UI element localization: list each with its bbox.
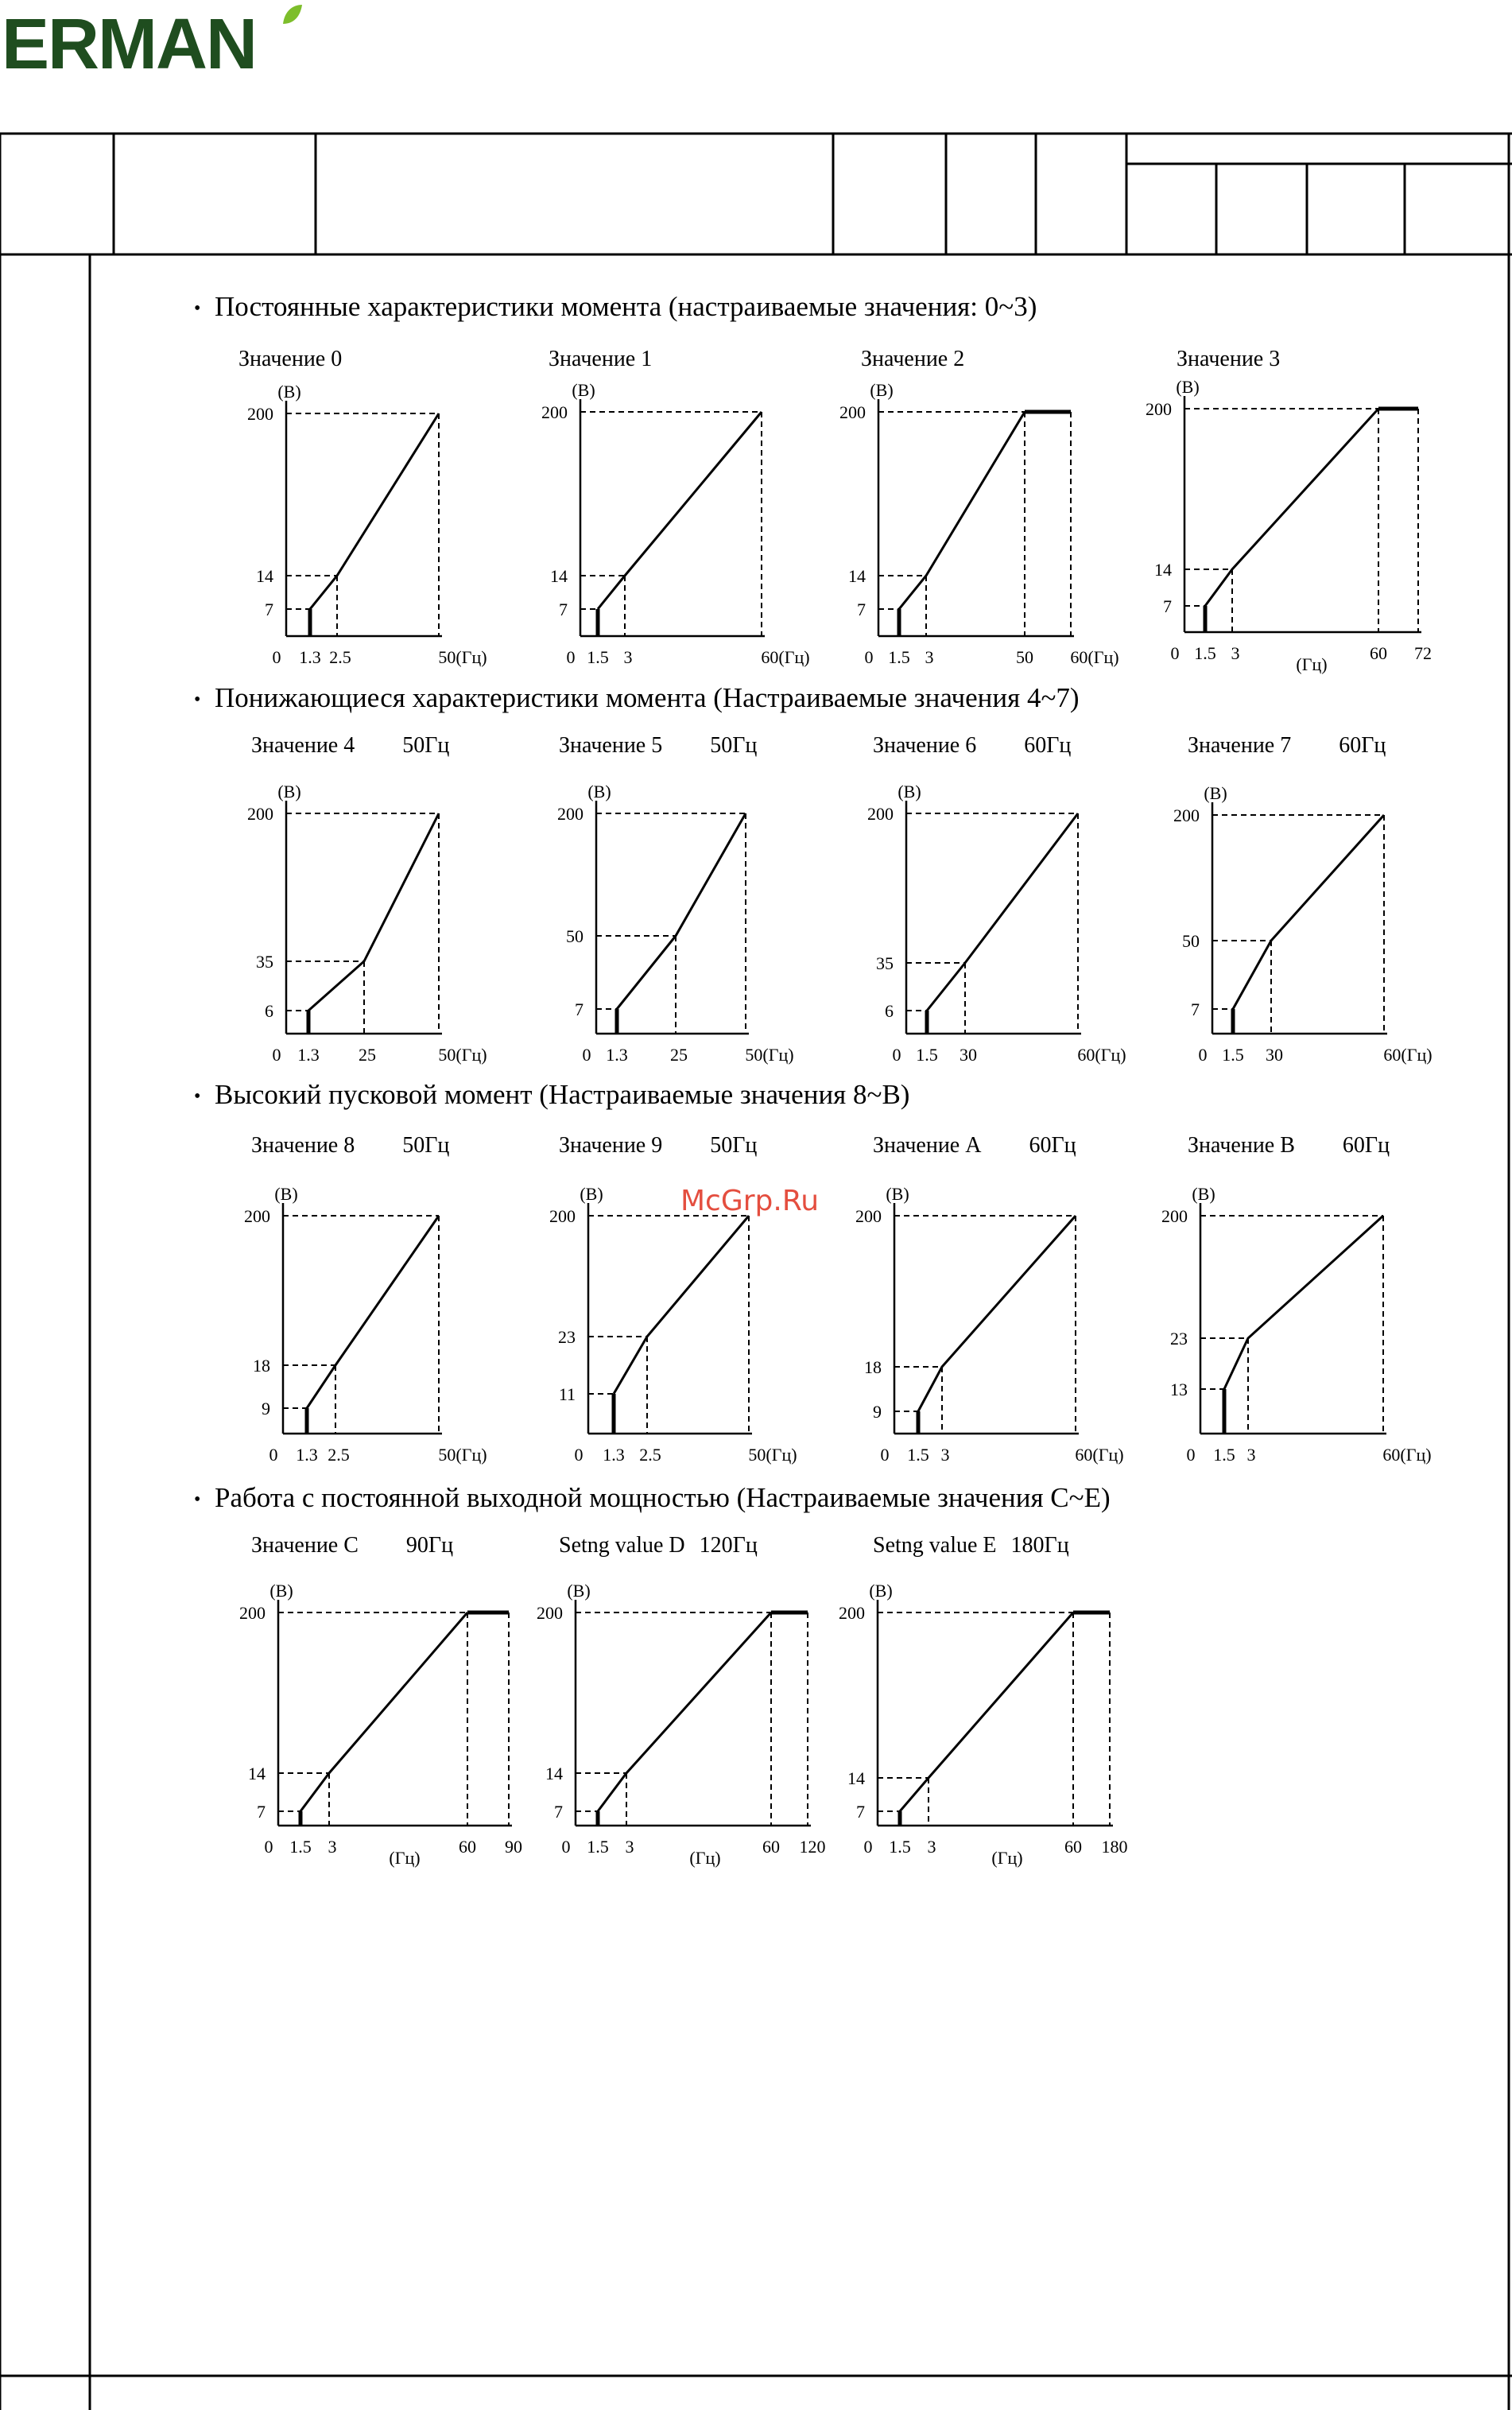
y-tick-label: 200 bbox=[867, 804, 894, 824]
vf-chart-value-c bbox=[238, 1581, 533, 1875]
y-unit-label: (В) bbox=[869, 1581, 893, 1601]
x-tick-label: 180 bbox=[1101, 1837, 1128, 1857]
x-tick-label: 3 bbox=[625, 1837, 634, 1857]
section-title-constant-torque: • Постоянные характеристики момента (настраиваемые значения: 0~3) bbox=[194, 291, 1037, 322]
x-tick-label: 25 bbox=[359, 1045, 376, 1065]
chart-label: Значение 7 60Гц bbox=[1188, 733, 1386, 758]
x-tick-label: 0 bbox=[272, 1045, 281, 1065]
y-tick-label: 200 bbox=[1161, 1206, 1188, 1226]
x-unit-label: (Гц) bbox=[689, 1848, 721, 1868]
chart-label: Значение C 90Гц bbox=[251, 1533, 454, 1558]
y-unit-label: (В) bbox=[572, 380, 595, 400]
x-tick-label: 60 bbox=[459, 1837, 476, 1857]
y-unit-label: (В) bbox=[587, 782, 611, 801]
x-tick-label: 0 bbox=[272, 647, 281, 667]
watermark: McGrp.Ru bbox=[680, 1185, 820, 1217]
chart-label: Значение 1 bbox=[549, 347, 653, 371]
y-tick-label: 50 bbox=[1182, 931, 1200, 951]
x-tick-label: 60 bbox=[1370, 643, 1387, 663]
x-tick-label: 1.5 bbox=[587, 647, 609, 667]
chart-label: Значение 3 bbox=[1177, 347, 1281, 371]
x-tick-label: 0 bbox=[264, 1837, 273, 1857]
x-tick-label: 1.5 bbox=[1194, 643, 1216, 663]
x-tick-label: 3 bbox=[328, 1837, 337, 1857]
erman-logo bbox=[0, 0, 318, 80]
y-tick-label: 18 bbox=[253, 1356, 270, 1376]
y-tick-label: 9 bbox=[262, 1399, 270, 1418]
y-tick-label: 14 bbox=[545, 1764, 563, 1783]
x-tick-label: 3 bbox=[940, 1445, 950, 1465]
y-unit-label: (В) bbox=[1176, 377, 1200, 397]
chart-label: Setng value E 180Гц bbox=[873, 1533, 1069, 1558]
y-tick-label: 14 bbox=[848, 566, 866, 586]
vf-chart-value-8 bbox=[238, 1181, 501, 1475]
y-tick-label: 7 bbox=[1163, 596, 1172, 616]
curve-line bbox=[617, 813, 746, 1009]
chart-label: Значение 5 50Гц bbox=[559, 733, 758, 758]
y-tick-label: 7 bbox=[857, 600, 866, 619]
section-title-decreasing-torque: • Понижающиеся характеристики момента (Настраиваемые значения 4~7) bbox=[194, 682, 1080, 713]
x-unit-label: 50(Гц) bbox=[438, 647, 487, 667]
x-tick-label: 120 bbox=[799, 1837, 826, 1857]
x-unit-label: 60(Гц) bbox=[1382, 1445, 1432, 1465]
curve-line bbox=[598, 1612, 771, 1811]
y-tick-label: 11 bbox=[558, 1384, 576, 1404]
x-unit-label: 50(Гц) bbox=[745, 1045, 794, 1065]
chart-label: Значение 6 60Гц bbox=[873, 733, 1072, 758]
x-tick-label: 3 bbox=[623, 647, 633, 667]
x-tick-label: 3 bbox=[927, 1837, 936, 1857]
x-tick-label: 60 bbox=[1064, 1837, 1082, 1857]
y-tick-label: 7 bbox=[554, 1802, 563, 1822]
y-unit-label: (В) bbox=[277, 782, 301, 801]
x-tick-label: 1.3 bbox=[606, 1045, 628, 1065]
chart-label: Значение 2 bbox=[861, 347, 965, 371]
x-tick-label: 50 bbox=[1016, 647, 1033, 667]
y-unit-label: (В) bbox=[1192, 1184, 1215, 1204]
vf-chart-value-b bbox=[1153, 1181, 1431, 1475]
x-tick-label: 1.5 bbox=[289, 1837, 312, 1857]
x-tick-label: 1.3 bbox=[296, 1445, 318, 1465]
x-tick-label: 0 bbox=[863, 1837, 873, 1857]
x-tick-label: 90 bbox=[505, 1837, 522, 1857]
y-tick-label: 7 bbox=[265, 600, 273, 619]
curve-line bbox=[1233, 815, 1384, 1009]
erman-logo-text: ERMAN bbox=[2, 5, 256, 80]
vf-chart-value-4 bbox=[238, 783, 501, 1077]
y-tick-label: 50 bbox=[566, 926, 583, 946]
vf-chart-value-6 bbox=[859, 783, 1129, 1077]
y-tick-label: 200 bbox=[1173, 805, 1200, 825]
curve-line bbox=[307, 1216, 439, 1408]
y-tick-label: 6 bbox=[885, 1001, 894, 1021]
curve-line bbox=[927, 813, 1078, 1011]
x-tick-label: 25 bbox=[670, 1045, 688, 1065]
y-tick-label: 13 bbox=[1170, 1380, 1188, 1399]
y-unit-label: (В) bbox=[277, 382, 301, 402]
y-tick-label: 18 bbox=[864, 1357, 882, 1377]
chart-label: Значение 0 bbox=[238, 347, 343, 371]
y-tick-label: 35 bbox=[256, 952, 273, 972]
chart-label: Значение B 60Гц bbox=[1188, 1133, 1390, 1158]
x-tick-label: 3 bbox=[1231, 643, 1240, 663]
x-tick-label: 30 bbox=[1266, 1045, 1283, 1065]
vf-chart-value-5 bbox=[549, 783, 811, 1077]
x-tick-label: 1.3 bbox=[299, 647, 321, 667]
y-tick-label: 200 bbox=[855, 1206, 882, 1226]
x-tick-label: 0 bbox=[1186, 1445, 1196, 1465]
vf-chart-value-a bbox=[847, 1181, 1125, 1475]
y-tick-label: 7 bbox=[257, 1802, 266, 1822]
x-tick-label: 3 bbox=[925, 647, 934, 667]
x-tick-label: 1.5 bbox=[916, 1045, 938, 1065]
curve-line bbox=[918, 1216, 1076, 1411]
y-tick-label: 200 bbox=[247, 404, 273, 424]
chart-label: Значение 9 50Гц bbox=[559, 1133, 758, 1158]
y-tick-label: 7 bbox=[559, 600, 568, 619]
x-tick-label: 1.5 bbox=[587, 1837, 609, 1857]
y-tick-label: 14 bbox=[256, 566, 273, 586]
vf-chart-value-d bbox=[537, 1581, 835, 1875]
x-tick-label: 0 bbox=[566, 647, 576, 667]
x-unit-label: 50(Гц) bbox=[438, 1045, 487, 1065]
y-tick-label: 200 bbox=[239, 1603, 266, 1623]
y-tick-label: 6 bbox=[265, 1001, 273, 1021]
x-tick-label: 2.5 bbox=[329, 647, 351, 667]
x-tick-label: 0 bbox=[880, 1445, 890, 1465]
x-unit-label: 60(Гц) bbox=[1070, 647, 1119, 667]
vf-chart-value-0 bbox=[238, 382, 501, 676]
y-tick-label: 200 bbox=[537, 1603, 563, 1623]
y-tick-label: 7 bbox=[856, 1802, 865, 1822]
chart-label: Значение A 60Гц bbox=[873, 1133, 1076, 1158]
y-tick-label: 7 bbox=[575, 999, 583, 1019]
leaf-icon bbox=[283, 5, 302, 24]
y-tick-label: 200 bbox=[244, 1206, 270, 1226]
vf-chart-value-9 bbox=[541, 1181, 811, 1475]
curve-line bbox=[598, 412, 762, 609]
curve-line bbox=[308, 813, 439, 1011]
x-tick-label: 1.5 bbox=[1222, 1045, 1244, 1065]
y-tick-label: 14 bbox=[847, 1768, 865, 1788]
y-tick-label: 200 bbox=[1146, 399, 1172, 419]
y-tick-label: 200 bbox=[247, 804, 273, 824]
vf-chart-value-e bbox=[839, 1581, 1137, 1875]
x-unit-label: (Гц) bbox=[991, 1848, 1023, 1868]
section-title-high-starting-torque: • Высокий пусковой момент (Настраиваемые значения 8~B) bbox=[194, 1079, 910, 1110]
vf-chart-value-7 bbox=[1165, 783, 1435, 1077]
x-tick-label: 1.3 bbox=[297, 1045, 320, 1065]
y-unit-label: (В) bbox=[580, 1184, 603, 1204]
y-unit-label: (В) bbox=[870, 380, 894, 400]
y-tick-label: 200 bbox=[839, 1603, 865, 1623]
x-tick-label: 72 bbox=[1414, 643, 1432, 663]
chart-label: Setng value D 120Гц bbox=[559, 1533, 758, 1558]
x-tick-label: 60 bbox=[762, 1837, 780, 1857]
y-tick-label: 14 bbox=[1154, 560, 1172, 580]
curve-line bbox=[310, 413, 439, 609]
y-tick-label: 200 bbox=[541, 402, 568, 422]
x-unit-label: 50(Гц) bbox=[438, 1445, 487, 1465]
x-tick-label: 1.5 bbox=[1213, 1445, 1235, 1465]
vf-chart-value-2 bbox=[831, 382, 1133, 676]
x-tick-label: 2.5 bbox=[328, 1445, 350, 1465]
x-unit-label: 60(Гц) bbox=[1075, 1445, 1124, 1465]
curve-line bbox=[614, 1216, 749, 1394]
x-tick-label: 30 bbox=[960, 1045, 977, 1065]
x-unit-label: 60(Гц) bbox=[1383, 1045, 1433, 1065]
curve-line bbox=[300, 1612, 467, 1811]
y-tick-label: 200 bbox=[557, 804, 583, 824]
x-tick-label: 1.3 bbox=[603, 1445, 625, 1465]
y-tick-label: 14 bbox=[248, 1764, 266, 1783]
y-unit-label: (В) bbox=[269, 1581, 293, 1601]
y-tick-label: 23 bbox=[558, 1327, 576, 1347]
x-unit-label: (Гц) bbox=[1296, 654, 1328, 674]
x-tick-label: 2.5 bbox=[639, 1445, 661, 1465]
chart-label: Значение 4 50Гц bbox=[251, 733, 450, 758]
curve-line bbox=[899, 412, 1025, 609]
chart-label: Значение 8 50Гц bbox=[251, 1133, 450, 1158]
x-tick-label: 1.5 bbox=[889, 1837, 911, 1857]
curve-line bbox=[900, 1612, 1073, 1811]
section-title-constant-power: • Работа с постоянной выходной мощностью (Настраиваемые значения C~E) bbox=[194, 1482, 1111, 1513]
y-tick-label: 23 bbox=[1170, 1329, 1188, 1349]
y-unit-label: (В) bbox=[886, 1184, 909, 1204]
x-tick-label: 0 bbox=[1170, 643, 1180, 663]
y-unit-label: (В) bbox=[567, 1581, 591, 1601]
x-tick-label: 0 bbox=[574, 1445, 583, 1465]
y-unit-label: (В) bbox=[898, 782, 921, 801]
x-tick-label: 0 bbox=[864, 647, 874, 667]
x-tick-label: 0 bbox=[561, 1837, 571, 1857]
x-tick-label: 0 bbox=[892, 1045, 901, 1065]
y-unit-label: (В) bbox=[274, 1184, 298, 1204]
x-unit-label: (Гц) bbox=[389, 1848, 421, 1868]
y-tick-label: 9 bbox=[873, 1402, 882, 1422]
x-tick-label: 0 bbox=[582, 1045, 591, 1065]
curve-line bbox=[1224, 1216, 1383, 1389]
vf-chart-value-1 bbox=[541, 380, 819, 676]
y-tick-label: 14 bbox=[550, 566, 568, 586]
x-tick-label: 1.5 bbox=[888, 647, 910, 667]
x-tick-label: 1.5 bbox=[907, 1445, 929, 1465]
y-unit-label: (В) bbox=[1204, 783, 1227, 803]
y-tick-label: 200 bbox=[839, 402, 866, 422]
x-tick-label: 0 bbox=[1198, 1045, 1208, 1065]
x-unit-label: 60(Гц) bbox=[761, 647, 810, 667]
x-tick-label: 3 bbox=[1246, 1445, 1256, 1465]
vf-chart-value-3 bbox=[1137, 377, 1439, 676]
y-tick-label: 7 bbox=[1191, 999, 1200, 1019]
x-tick-label: 0 bbox=[269, 1445, 278, 1465]
y-tick-label: 35 bbox=[876, 953, 894, 973]
curve-line bbox=[1205, 409, 1378, 606]
y-tick-label: 200 bbox=[549, 1206, 576, 1226]
x-unit-label: 60(Гц) bbox=[1077, 1045, 1126, 1065]
x-unit-label: 50(Гц) bbox=[748, 1445, 797, 1465]
